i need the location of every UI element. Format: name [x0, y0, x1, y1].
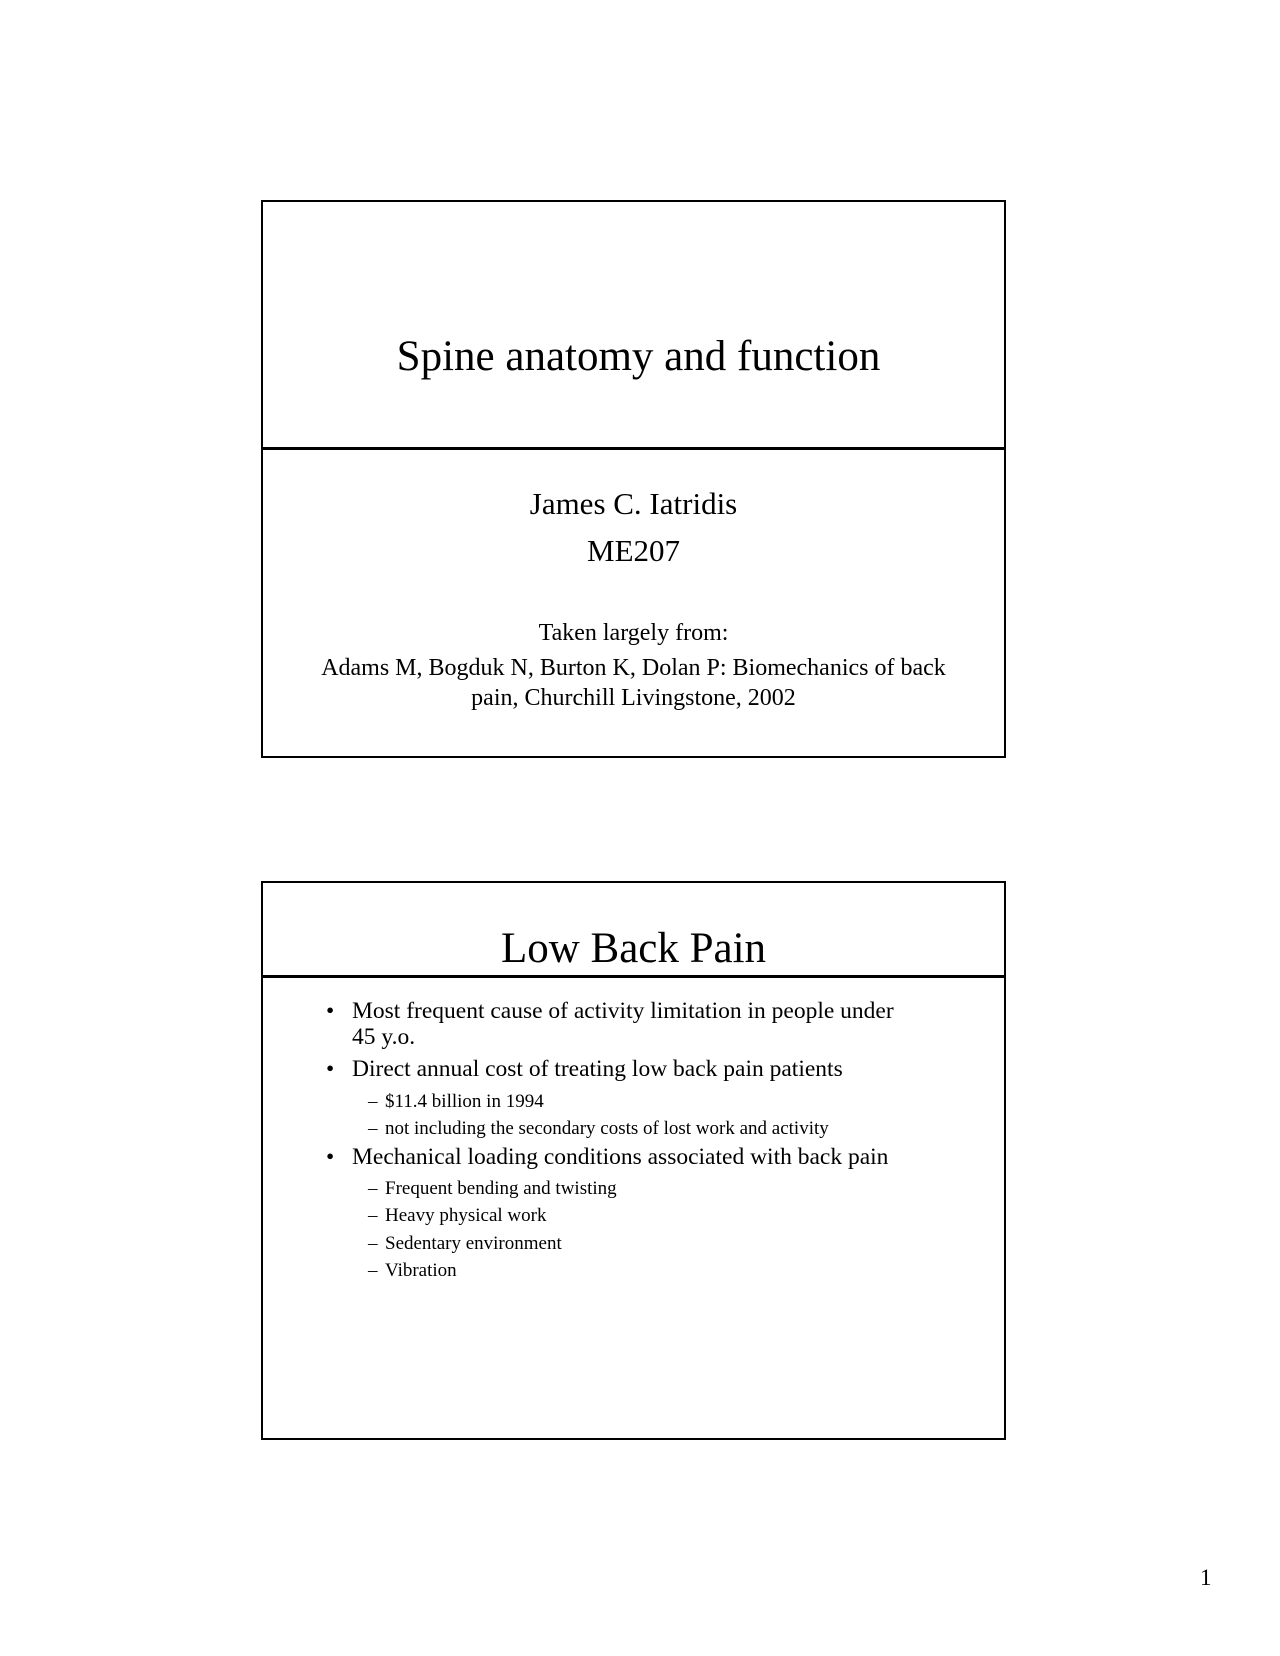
- bullet-2-glyph: •: [326, 1056, 335, 1082]
- sub-bullet-2-1: $11.4 billion in 1994: [385, 1091, 544, 1112]
- slide-1-title: Spine anatomy and function: [396, 333, 881, 380]
- sub-bullet-glyph: –: [368, 1205, 378, 1226]
- source-citation-line-1: Adams M, Bogduk N, Burton K, Dolan P: Biomechanics of back: [321, 655, 946, 681]
- source-label: Taken largely from:: [538, 620, 729, 646]
- source-citation-line-2: pain, Churchill Livingstone, 2002: [471, 685, 796, 711]
- slide-2-title: Low Back Pain: [500, 925, 767, 972]
- slide-1-title-slide: [261, 200, 1006, 758]
- author-name: James C. Iatridis: [529, 486, 738, 521]
- sub-bullet-glyph: –: [368, 1091, 378, 1112]
- bullet-3-glyph: •: [326, 1144, 335, 1170]
- course-code: ME207: [587, 533, 680, 568]
- bullet-3-text: Mechanical loading conditions associated with back pain: [352, 1144, 889, 1170]
- bullet-1-text-line-2: 45 y.o.: [352, 1024, 416, 1050]
- slide-2-low-back-pain: [261, 881, 1006, 1440]
- bullet-1-glyph: •: [326, 998, 335, 1024]
- slide-1-divider: [263, 447, 1004, 450]
- sub-bullet-glyph: –: [368, 1260, 378, 1281]
- sub-bullet-3-3: Sedentary environment: [385, 1233, 562, 1254]
- sub-bullet-2-2: not including the secondary costs of lost work and activity: [385, 1118, 829, 1139]
- sub-bullet-glyph: –: [368, 1118, 378, 1139]
- sub-bullet-3-4: Vibration: [385, 1260, 457, 1281]
- slide-2-divider: [263, 975, 1004, 978]
- page-number: 1: [1200, 1565, 1212, 1590]
- sub-bullet-glyph: –: [368, 1178, 378, 1199]
- sub-bullet-3-2: Heavy physical work: [385, 1205, 547, 1226]
- bullet-2-text: Direct annual cost of treating low back pain patients: [352, 1056, 843, 1082]
- sub-bullet-glyph: –: [368, 1233, 378, 1254]
- sub-bullet-3-1: Frequent bending and twisting: [385, 1178, 617, 1199]
- bullet-1-text-line-1: Most frequent cause of activity limitation in people under: [352, 998, 894, 1024]
